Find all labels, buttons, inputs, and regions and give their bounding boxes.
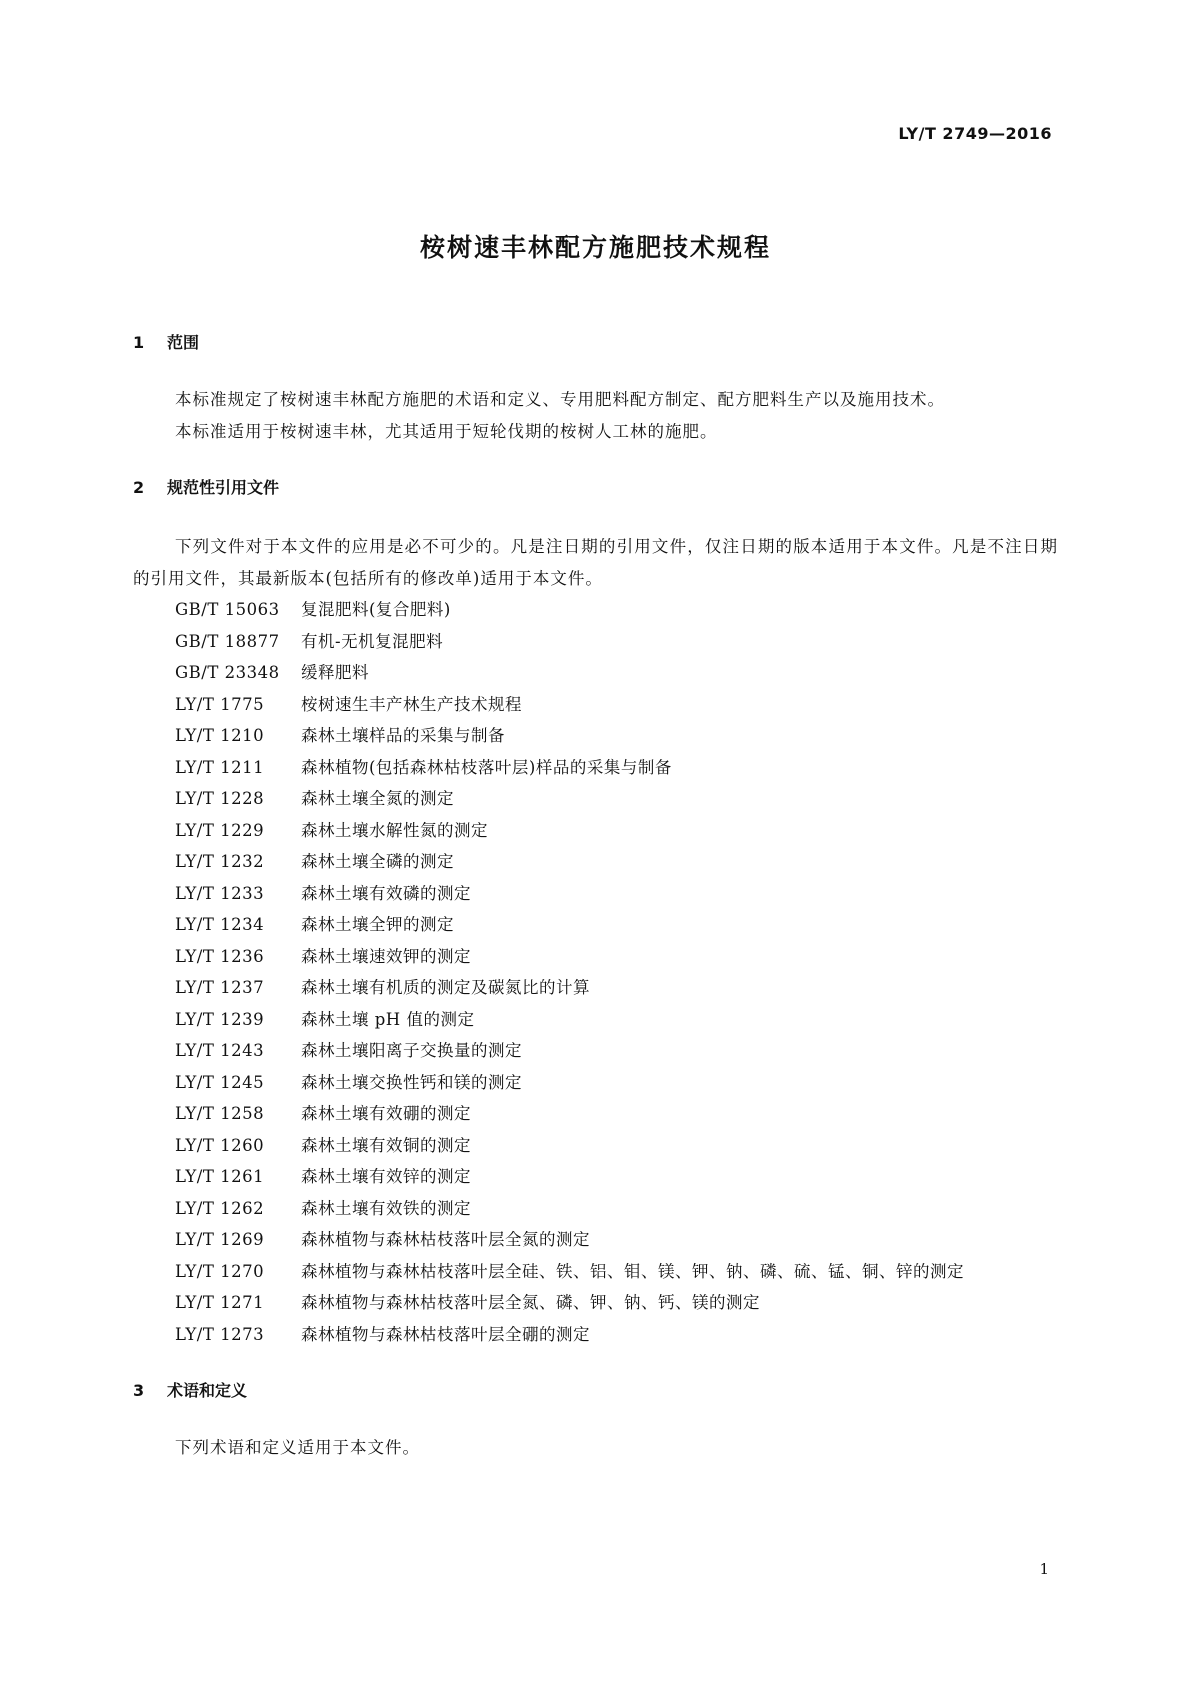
reference-item <box>133 1224 1058 1256</box>
reference-item <box>133 783 1058 815</box>
reference-code: GB/T 23348 <box>175 663 280 682</box>
section-2-heading <box>133 477 1058 499</box>
reference-item <box>133 846 1058 878</box>
paragraph: 本标准适用于桉树速丰林，尤其适用于短轮伐期的桉树人工林的施肥。 <box>175 421 718 441</box>
reference-code: LY/T 1211 <box>175 757 265 777</box>
reference-item <box>133 1067 1058 1099</box>
document-title: 桉树速丰林配方施肥技术规程 <box>419 233 771 262</box>
reference-item <box>133 1256 1058 1288</box>
reference-code: LY/T 1228 <box>175 789 265 808</box>
standard-code: LY/T 2749—2016 <box>898 124 1052 143</box>
reference-title: 森林土壤有效铁的测定 <box>301 1198 471 1218</box>
reference-code: LY/T 1270 <box>175 1261 265 1281</box>
reference-title: 森林植物与森林枯枝落叶层全硼的测定 <box>301 1324 590 1344</box>
reference-title: 森林土壤全氮的测定 <box>301 789 454 808</box>
reference-item <box>133 657 1058 689</box>
section-number: 1 <box>133 333 145 352</box>
reference-title: 森林土壤全磷的测定 <box>301 852 454 871</box>
paragraph: 下列文件对于本文件的应用是必不可少的。凡是注日期的引用文件，仅注日期的版本适用于本文件。凡是不注日期的引用文件，其最新版本(包括所有的修改单)适用于本文件。 <box>133 537 1058 588</box>
reference-title: 森林土壤有效锌的测定 <box>301 1167 471 1186</box>
reference-code: LY/T 1775 <box>175 694 265 714</box>
reference-title: 森林土壤速效钾的测定 <box>301 946 471 966</box>
reference-title: 森林植物(包括森林枯枝落叶层)样品的采集与制备 <box>301 757 672 777</box>
reference-item <box>133 1130 1058 1162</box>
reference-list <box>133 594 1058 1350</box>
reference-item <box>133 626 1058 658</box>
reference-item <box>133 1098 1058 1130</box>
reference-code: LY/T 1260 <box>175 1135 265 1155</box>
section-title: 规范性引用文件 <box>167 478 280 497</box>
reference-item <box>133 720 1058 752</box>
reference-code: LY/T 1262 <box>175 1198 265 1218</box>
reference-item <box>133 1161 1058 1193</box>
paragraph: 本标准规定了桉树速丰林配方施肥的术语和定义、专用肥料配方制定、配方肥料生产以及施用技术。 <box>175 390 945 409</box>
reference-title: 缓释肥料 <box>301 663 369 682</box>
reference-title: 森林土壤 pH 值的测定 <box>301 1009 475 1029</box>
reference-item <box>133 1035 1058 1067</box>
reference-title: 森林土壤有效铜的测定 <box>301 1135 471 1155</box>
reference-title: 森林植物与森林枯枝落叶层全氮、磷、钾、钠、钙、镁的测定 <box>301 1293 760 1312</box>
reference-code: LY/T 1245 <box>175 1072 265 1092</box>
reference-item <box>133 972 1058 1004</box>
reference-item <box>133 1319 1058 1351</box>
reference-title: 森林土壤有机质的测定及碳氮比的计算 <box>301 978 590 997</box>
page-number: 1 <box>1039 1560 1049 1578</box>
reference-code: LY/T 1234 <box>175 915 265 934</box>
reference-item <box>133 1004 1058 1036</box>
reference-title: 森林土壤交换性钙和镁的测定 <box>301 1072 522 1092</box>
reference-item <box>133 1287 1058 1319</box>
reference-item <box>133 594 1058 626</box>
reference-code: LY/T 1273 <box>175 1324 265 1344</box>
reference-code: LY/T 1210 <box>175 726 265 745</box>
reference-code: LY/T 1269 <box>175 1230 265 1249</box>
reference-code: LY/T 1236 <box>175 946 265 966</box>
reference-title: 森林土壤全钾的测定 <box>301 915 454 934</box>
reference-title: 森林植物与森林枯枝落叶层全硅、铁、铝、钼、镁、钾、钠、磷、硫、锰、铜、锌的测定 <box>301 1261 964 1281</box>
reference-item <box>133 1193 1058 1225</box>
paragraph: 下列术语和定义适用于本文件。 <box>175 1438 420 1457</box>
section-3-heading <box>133 1380 1058 1402</box>
reference-title: 森林土壤有效磷的测定 <box>301 883 471 903</box>
reference-code: LY/T 1243 <box>175 1041 265 1060</box>
reference-code: LY/T 1233 <box>175 883 265 903</box>
reference-code: LY/T 1232 <box>175 852 265 871</box>
reference-title: 森林土壤水解性氮的测定 <box>301 820 488 840</box>
reference-item <box>133 909 1058 941</box>
reference-title: 森林土壤阳离子交换量的测定 <box>301 1041 522 1060</box>
reference-title: 森林土壤有效硼的测定 <box>301 1104 471 1123</box>
reference-title: 森林土壤样品的采集与制备 <box>301 726 505 745</box>
section-1-heading <box>133 332 1058 354</box>
reference-item <box>133 752 1058 784</box>
reference-title: 复混肥料(复合肥料) <box>301 600 451 619</box>
reference-code: LY/T 1271 <box>175 1293 265 1312</box>
reference-title: 有机-无机复混肥料 <box>301 631 444 651</box>
reference-item <box>133 941 1058 973</box>
reference-item <box>133 815 1058 847</box>
section-number: 3 <box>133 1381 145 1400</box>
section-number: 2 <box>133 478 145 497</box>
reference-title: 森林植物与森林枯枝落叶层全氮的测定 <box>301 1230 590 1249</box>
reference-item <box>133 689 1058 721</box>
section-title: 范围 <box>167 333 200 352</box>
section-title: 术语和定义 <box>167 1381 248 1400</box>
reference-code: LY/T 1239 <box>175 1009 265 1029</box>
reference-code: LY/T 1258 <box>175 1104 265 1123</box>
reference-code: LY/T 1261 <box>175 1167 265 1186</box>
reference-code: GB/T 18877 <box>175 631 280 651</box>
reference-code: LY/T 1237 <box>175 978 265 997</box>
reference-item <box>133 878 1058 910</box>
reference-code: LY/T 1229 <box>175 820 265 840</box>
document-body <box>133 332 1058 1464</box>
reference-title: 桉树速生丰产林生产技术规程 <box>301 694 522 714</box>
reference-code: GB/T 15063 <box>175 600 280 619</box>
